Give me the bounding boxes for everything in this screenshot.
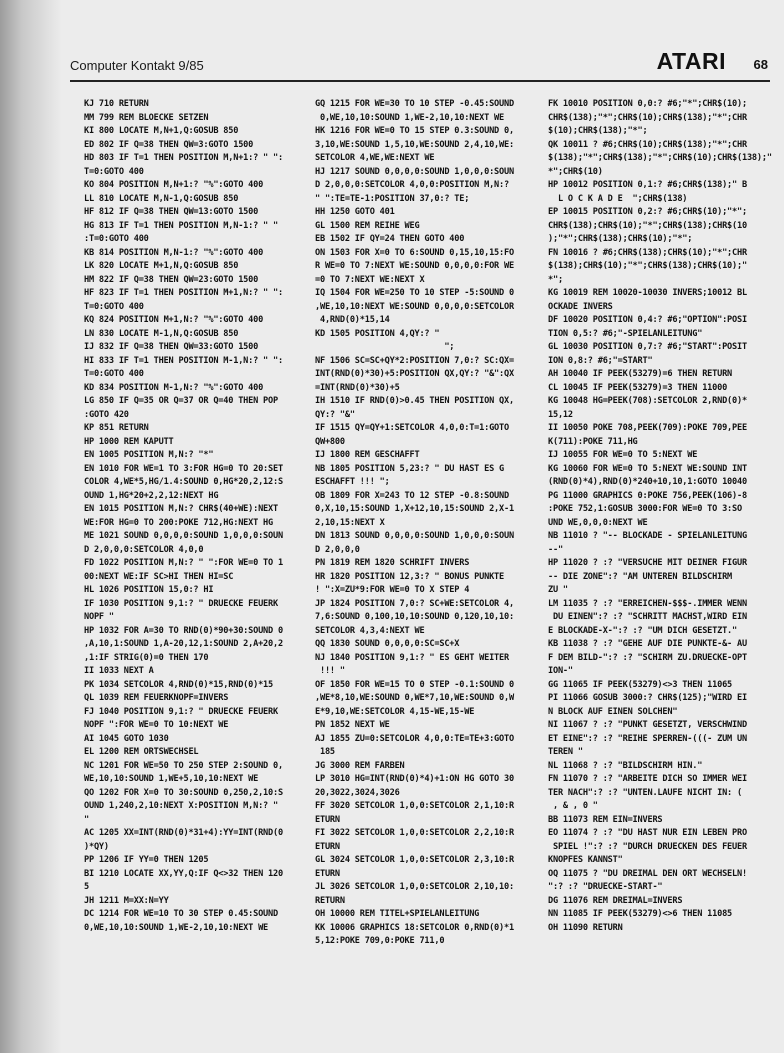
code-line: KD 1505 POSITION 4,QY:? " bbox=[315, 328, 440, 339]
code-line: KP 851 RETURN bbox=[84, 423, 149, 433]
code-line: QQ 1830 SOUND 0,0,0,0:SC=SC+X bbox=[315, 639, 460, 649]
code-line: EO 11074 ? :? "DU HAST NUR EIN LEBEN PRO bbox=[548, 828, 747, 838]
code-line: ETURN bbox=[315, 868, 340, 879]
code-line: HP 1000 REM KAPUTT bbox=[84, 436, 174, 447]
code-line: 7,6:SOUND 0,100,10,10:SOUND 0,120,10,10: bbox=[315, 612, 514, 622]
code-line: IQ 1504 FOR WE=250 TO 10 STEP -5:SOUND 0 bbox=[315, 288, 514, 298]
code-line: GQ 1215 FOR WE=30 TO 10 STEP -0.45:SOUND bbox=[315, 99, 514, 109]
code-line: SETCOLOR 4,3,4:NEXT WE bbox=[315, 625, 425, 636]
code-line: IJ 10055 FOR WE=0 TO 5:NEXT WE bbox=[548, 450, 698, 460]
code-line: *";CHR$(10) bbox=[548, 166, 603, 177]
code-line: N BLOCK AUF EINEN SOLCHEN" bbox=[548, 706, 678, 717]
code-line: T=0:GOTO 400 bbox=[84, 369, 144, 379]
code-line: AC 1205 XX=INT(RND(0)*31+4):YY=INT(RND(0 bbox=[84, 828, 283, 838]
code-line: 185 bbox=[315, 747, 335, 757]
code-line: KQ 824 POSITION M+1,N:? "%":GOTO 400 bbox=[84, 315, 264, 325]
code-line: NI 11067 ? :? "PUNKT GESETZT, VERSCHWIND bbox=[548, 720, 747, 730]
code-line: SETCOLOR 4,WE,WE:NEXT WE bbox=[315, 153, 435, 163]
code-line: KNOPFES KANNST" bbox=[548, 855, 623, 865]
atari-heading: ATARI bbox=[656, 48, 726, 74]
code-line: EN 1005 POSITION M,N:? "*" bbox=[84, 450, 214, 460]
code-line: EN 1010 FOR WE=1 TO 3:FOR HG=0 TO 20:SET bbox=[84, 463, 283, 474]
code-line: LL 810 LOCATE M,N-1,Q:GOSUB 850 bbox=[84, 193, 239, 204]
code-line: ION 0,8:? #6;"=START" bbox=[548, 355, 653, 366]
code-line: DF 10020 POSITION 0,4:? #6;"OPTION":POSI bbox=[548, 315, 747, 325]
code-line: NB 1805 POSITION 5,23:? " DU HAST ES G bbox=[315, 463, 505, 474]
code-line: FJ 1040 POSITION 9,1:? " DRUECKE FEUERK bbox=[84, 706, 278, 717]
code-line: EL 1200 REM ORTSWECHSEL bbox=[84, 747, 199, 757]
code-line: HG 813 IF T=1 THEN POSITION M,N-1:? " " bbox=[84, 220, 278, 231]
code-line: HK 1216 FOR WE=0 TO 15 STEP 0.3:SOUND 0, bbox=[315, 126, 514, 136]
code-line: NF 1506 SC=SC+QY*2:POSITION 7,0:? SC:QX= bbox=[315, 355, 514, 366]
code-line: =INT(RND(0)*30)+5 bbox=[315, 382, 400, 393]
code-line: ED 802 IF Q=38 THEN QW=3:GOTO 1500 bbox=[84, 139, 254, 150]
code-line: QO 1202 FOR X=0 TO 30:SOUND 0,250,2,10:S bbox=[84, 787, 283, 798]
code-line: OH 11090 RETURN bbox=[548, 922, 623, 933]
code-line: :T=0:GOTO 400 bbox=[84, 234, 149, 244]
code-line: OQ 11075 ? "DU DREIMAL DEN ORT WECHSELN! bbox=[548, 868, 747, 879]
code-line: NJ 1840 POSITION 9,1:? " ES GEHT WEITER bbox=[315, 652, 509, 663]
code-line: IF 1515 QY=QY+1:SETCOLOR 4,0,0:T=1:GOTO bbox=[315, 423, 509, 433]
code-line: $(138);"*";CHR$(138);"*";CHR$(10);CHR$(138);" bbox=[548, 153, 772, 163]
code-line: IF 1030 POSITION 9,1:? " DRUECKE FEUERK bbox=[84, 598, 278, 609]
code-line: ETURN bbox=[315, 814, 340, 825]
code-line: 00:NEXT WE:IF SC>HI THEN HI=SC bbox=[84, 571, 234, 582]
code-line: 4,RND(0)*15,14 bbox=[315, 315, 390, 325]
code-line: 5,12:POKE 709,0:POKE 711,0 bbox=[315, 936, 445, 946]
code-line: IH 1510 IF RND(0)>0.45 THEN POSITION QX, bbox=[315, 396, 514, 406]
code-line: OCKADE INVERS bbox=[548, 301, 613, 312]
code-line: KJ 710 RETURN bbox=[84, 99, 149, 109]
code-line: FN 10016 ? #6;CHR$(138);CHR$(10);"*";CHR bbox=[548, 247, 747, 258]
code-line: II 1033 NEXT A bbox=[84, 666, 154, 676]
code-line: II 10050 POKE 708,PEEK(709):POKE 709,PEE bbox=[548, 423, 747, 433]
code-line: AH 10040 IF PEEK(53279)=6 THEN RETURN bbox=[548, 369, 733, 379]
code-line: KG 10060 FOR WE=0 TO 5:NEXT WE:SOUND INT bbox=[548, 463, 747, 474]
code-line: K(711):POKE 711,HG bbox=[548, 436, 638, 447]
code-line: CL 10045 IF PEEK(53279)=3 THEN 11000 bbox=[548, 382, 728, 393]
code-line: EP 10015 POSITION 0,2:? #6;CHR$(10);"*"; bbox=[548, 207, 747, 217]
code-line: FK 10010 POSITION 0,0:? #6;"*";CHR$(10); bbox=[548, 99, 747, 109]
code-line: RETURN bbox=[315, 895, 345, 906]
code-line: CHR$(138);CHR$(10);"*";CHR$(138);CHR$(10 bbox=[548, 220, 747, 231]
code-line: ,WE*8,10,WE:SOUND 0,WE*7,10,WE:SOUND 0,W bbox=[315, 693, 514, 703]
code-line: NL 11068 ? :? "BILDSCHIRM HIN." bbox=[548, 760, 703, 771]
code-line: 20,3022,3024,3026 bbox=[315, 787, 400, 798]
code-line: IJ 1800 REM GESCHAFFT bbox=[315, 450, 420, 460]
code-line: "; bbox=[315, 342, 455, 352]
code-line: GL 10030 POSITION 0,7:? #6;"START":POSIT bbox=[548, 342, 747, 352]
code-line: FD 1022 POSITION M,N:? " ":FOR WE=0 TO 1 bbox=[84, 558, 283, 568]
code-line: DN 1813 SOUND 0,0,0,0:SOUND 1,0,0,0:SOUN bbox=[315, 531, 514, 541]
code-line: ,A,10,1:SOUND 1,A-20,12,1:SOUND 2,A+20,2 bbox=[84, 639, 283, 649]
code-line: 15,12 bbox=[548, 409, 573, 420]
code-line: AJ 1855 ZU=0:SETCOLOR 4,0,0:TE=TE+3:GOTO bbox=[315, 733, 514, 744]
code-line: LM 11035 ? :? "ERREICHEN-$$$-.IMMER WENN bbox=[548, 598, 747, 609]
code-line: IJ 832 IF Q=38 THEN QW=33:GOTO 1500 bbox=[84, 342, 259, 352]
code-line: ! ":X=ZU*9:FOR WE=0 TO X STEP 4 bbox=[315, 585, 470, 595]
code-line: EN 1015 POSITION M,N:? CHR$(40+WE):NEXT bbox=[84, 504, 278, 514]
code-line: -- DIE ZONE":? "AM UNTEREN BILDSCHIRM bbox=[548, 571, 733, 582]
listing-column-2 bbox=[315, 98, 540, 949]
code-line: $(138);CHR$(10);"*";CHR$(138);CHR$(10);" bbox=[548, 261, 747, 271]
code-line: ESCHAFFT !!! "; bbox=[315, 477, 390, 487]
code-line: UND WE,0,0,0:NEXT WE bbox=[548, 517, 648, 528]
code-line: E*9,10,WE:SETCOLOR 4,15-WE,15-WE bbox=[315, 706, 475, 717]
code-line: NOPF ":FOR WE=0 TO 10:NEXT WE bbox=[84, 720, 229, 730]
magazine-issue: Computer Kontakt 9/85 bbox=[70, 58, 204, 73]
code-line: KG 10048 HG=PEEK(708):SETCOLOR 2,RND(0)* bbox=[548, 396, 747, 406]
code-line: " ":TE=TE-1:POSITION 37,0:? TE; bbox=[315, 193, 470, 204]
code-line: !!! " bbox=[315, 666, 345, 676]
code-line: CHR$(138);"*";CHR$(10);CHR$(138);"*";CHR bbox=[548, 112, 747, 123]
code-line: PP 1206 IF YY=0 THEN 1205 bbox=[84, 855, 209, 865]
code-line: ION-" bbox=[548, 666, 573, 676]
code-line: EB 1502 IF QY=24 THEN GOTO 400 bbox=[315, 234, 465, 244]
code-line: ON 1503 FOR X=0 TO 6:SOUND 0,15,10,15:FO bbox=[315, 247, 514, 258]
code-line: F DEM BILD-":? :? "SCHIRM ZU.DRUECKE-OPT bbox=[548, 652, 747, 663]
page-header bbox=[70, 48, 770, 78]
code-line: HD 803 IF T=1 THEN POSITION M,N+1:? " ": bbox=[84, 153, 283, 163]
code-line: JH 1211 M=XX:N=YY bbox=[84, 895, 169, 906]
code-line: BB 11073 REM EIN=INVERS bbox=[548, 814, 663, 825]
code-line: HF 812 IF Q=38 THEN QW=13:GOTO 1500 bbox=[84, 207, 259, 217]
code-line: KD 834 POSITION M-1,N:? "%":GOTO 400 bbox=[84, 382, 264, 393]
code-line: D 2,0,0,0:SETCOLOR 4,0,0:POSITION M,N:? bbox=[315, 180, 509, 190]
code-line: *"; bbox=[548, 274, 563, 285]
page-binding-shadow bbox=[0, 0, 62, 1053]
code-line: FF 3020 SETCOLOR 1,0,0:SETCOLOR 2,1,10:R bbox=[315, 801, 514, 811]
code-line: --" bbox=[548, 544, 563, 555]
code-line: TEREN " bbox=[548, 747, 583, 757]
code-line: KK 10006 GRAPHICS 18:SETCOLOR 0,RND(0)*1 bbox=[315, 922, 514, 933]
code-line: :GOTO 420 bbox=[84, 409, 129, 420]
code-line: D 2,0,0,0 bbox=[315, 544, 360, 555]
code-line: QY:? "&" bbox=[315, 409, 355, 420]
code-line: L O C K A D E ";CHR$(138) bbox=[548, 193, 688, 204]
code-line: NOPF " bbox=[84, 612, 114, 622]
code-line: JL 3026 SETCOLOR 1,0,0:SETCOLOR 2,10,10: bbox=[315, 882, 514, 892]
code-line: );"*";CHR$(138);CHR$(10);"*"; bbox=[548, 234, 693, 244]
code-line: FN 11070 ? :? "ARBEITE DICH SO IMMER WEI bbox=[548, 774, 747, 784]
code-line: OB 1809 FOR X=243 TO 12 STEP -0.8:SOUND bbox=[315, 490, 509, 501]
code-line: HL 1026 POSITION 15,0:? HI bbox=[84, 585, 214, 595]
code-line: OUND 1,HG*20+2,2,12:NEXT HG bbox=[84, 490, 219, 501]
code-line: HF 823 IF T=1 THEN POSITION M+1,N:? " ": bbox=[84, 288, 283, 298]
header-rule bbox=[70, 80, 770, 82]
code-line: (RND(0)*4),RND(0)*240+10,10,1:GOTO 10040 bbox=[548, 477, 747, 487]
code-line: ETURN bbox=[315, 841, 340, 852]
code-line: KG 10019 REM 10020-10030 INVERS;10012 BL bbox=[548, 288, 747, 298]
code-line: MM 799 REM BLOECKE SETZEN bbox=[84, 112, 209, 123]
code-line: T=0:GOTO 400 bbox=[84, 166, 144, 177]
code-line: WE,10,10:SOUND 1,WE+5,10,10:NEXT WE bbox=[84, 774, 259, 784]
code-line: " bbox=[84, 814, 89, 825]
code-line: PI 11066 GOSUB 3000:? CHR$(125);"WIRD EI bbox=[548, 693, 747, 703]
code-line: QL 1039 REM FEUERKNOPF=INVERS bbox=[84, 693, 229, 703]
listing-column-3 bbox=[548, 98, 774, 935]
code-line: KB 814 POSITION M,N-1:? "%":GOTO 400 bbox=[84, 247, 264, 258]
code-line: DC 1214 FOR WE=10 TO 30 STEP 0.45:SOUND bbox=[84, 909, 278, 919]
code-line: ZU " bbox=[548, 585, 568, 595]
code-line: 0,WE,10,10:SOUND 1,WE-2,10,10:NEXT WE bbox=[84, 922, 269, 933]
code-line: TION 0,5:? #6;"-SPIELANLEITUNG" bbox=[548, 328, 703, 339]
code-line: JG 3000 REM FARBEN bbox=[315, 760, 405, 771]
code-line: HP 1032 FOR A=30 TO RND(0)*90+30:SOUND 0 bbox=[84, 625, 283, 636]
code-line: ":? :? "DRUECKE-START-" bbox=[548, 882, 663, 892]
code-line: $(10);CHR$(138);"*"; bbox=[548, 126, 648, 136]
code-line: KO 804 POSITION M,N+1:? "%":GOTO 400 bbox=[84, 180, 264, 190]
code-line: HJ 1217 SOUND 0,0,0,0:SOUND 1,0,0,0:SOUN bbox=[315, 166, 514, 177]
code-line: HI 833 IF T=1 THEN POSITION M-1,N:? " ": bbox=[84, 355, 283, 366]
code-line: PN 1819 REM 1820 SCHRIFT INVERS bbox=[315, 558, 470, 568]
code-line: PK 1034 SETCOLOR 4,RND(0)*15,RND(0)*15 bbox=[84, 679, 274, 690]
code-line: SPIEL !":? :? "DURCH DRUECKEN DES FEUER bbox=[548, 841, 747, 852]
code-line: 3,10,WE:SOUND 1,5,10,WE:SOUND 2,4,10,WE: bbox=[315, 139, 514, 150]
code-line: GL 1500 REM REIHE WEG bbox=[315, 220, 420, 231]
code-line: GG 11065 IF PEEK(53279)<>3 THEN 11065 bbox=[548, 679, 733, 690]
code-line: QW+800 bbox=[315, 436, 345, 447]
code-line: LN 830 LOCATE M-1,N,Q:GOSUB 850 bbox=[84, 328, 239, 339]
code-line: LK 820 LOCATE M+1,N,Q:GOSUB 850 bbox=[84, 261, 239, 271]
code-line: NN 11085 IF PEEK(53279)<>6 THEN 11085 bbox=[548, 909, 733, 919]
code-line: ,1:IF STRIG(0)=0 THEN 170 bbox=[84, 652, 209, 663]
code-line: QK 10011 ? #6;CHR$(10);CHR$(138);"*";CHR bbox=[548, 139, 747, 150]
listing-column-1 bbox=[84, 98, 308, 935]
code-line: ME 1021 SOUND 0,0,0,0:SOUND 1,0,0,0:SOUN bbox=[84, 531, 283, 541]
code-line: WE:FOR HG=0 TO 200:POKE 712,HG:NEXT HG bbox=[84, 517, 274, 528]
code-line: 0,X,10,15:SOUND 1,X+12,10,15:SOUND 2,X-1 bbox=[315, 504, 514, 514]
code-line: :POKE 752,1:GOSUB 3000:FOR WE=0 TO 3:SO bbox=[548, 504, 742, 514]
code-line: )*QY) bbox=[84, 841, 109, 852]
code-line: NB 11010 ? "-- BLOCKADE - SPIELANLEITUNG bbox=[548, 531, 747, 541]
code-line: 5 bbox=[84, 882, 89, 892]
code-line: PN 1852 NEXT WE bbox=[315, 720, 390, 730]
code-line: HP 11020 ? :? "VERSUCHE MIT DEINER FIGUR bbox=[548, 558, 747, 568]
code-line: 2,10,15:NEXT X bbox=[315, 517, 385, 528]
code-line: R WE=0 TO 7:NEXT WE:SOUND 0,0,0,0:FOR WE bbox=[315, 261, 514, 271]
code-line: E BLOCKADE-X-":? :? "UM DICH GESETZT." bbox=[548, 625, 738, 636]
code-line: PG 11000 GRAPHICS 0:POKE 756,PEEK(106)-8 bbox=[548, 490, 747, 501]
code-line: T=0:GOTO 400 bbox=[84, 301, 144, 312]
code-line: INT(RND(0)*30)+5:POSITION QX,QY:? "&":QX bbox=[315, 369, 514, 379]
code-line: OUND 1,240,2,10:NEXT X:POSITION M,N:? " bbox=[84, 801, 278, 811]
code-line: NC 1201 FOR WE=50 TO 250 STEP 2:SOUND 0, bbox=[84, 760, 283, 771]
code-line: TER NACH":? :? "UNTEN.LAUFE NICHT IN: ( bbox=[548, 787, 742, 798]
code-line: LP 3010 HG=INT(RND(0)*4)+1:ON HG GOTO 30 bbox=[315, 774, 514, 784]
code-line: HP 10012 POSITION 0,1:? #6;CHR$(138);" B bbox=[548, 180, 747, 190]
code-line: ET EINE":? :? "REIHE SPERREN-(((- ZUM UN bbox=[548, 733, 747, 744]
code-line: LG 850 IF Q=35 OR Q=37 OR Q=40 THEN POP bbox=[84, 396, 278, 406]
code-line: HH 1250 GOTO 401 bbox=[315, 207, 395, 217]
code-line: KI 800 LOCATE M,N+1,Q:GOSUB 850 bbox=[84, 126, 239, 136]
code-line: OH 10000 REM TITEL+SPIELANLEITUNG bbox=[315, 909, 480, 919]
code-line: OF 1850 FOR WE=15 TO 0 STEP -0.1:SOUND 0 bbox=[315, 679, 514, 690]
code-line: HR 1820 POSITION 12,3:? " BONUS PUNKTE bbox=[315, 571, 505, 582]
code-line: HM 822 IF Q=38 THEN QW=23:GOTO 1500 bbox=[84, 274, 259, 285]
code-line: ,WE,10,10:NEXT WE:SOUND 0,0,0,0:SETCOLOR bbox=[315, 301, 514, 312]
code-line: GL 3024 SETCOLOR 1,0,0:SETCOLOR 2,3,10:R bbox=[315, 855, 514, 865]
code-line: 0,WE,10,10:SOUND 1,WE-2,10,10:NEXT WE bbox=[315, 112, 505, 123]
code-line: =0 TO 7:NEXT WE:NEXT X bbox=[315, 274, 425, 285]
code-line: , & , 0 " bbox=[548, 801, 598, 811]
code-line: KB 11038 ? :? "GEHE AUF DIE PUNKTE-&- AU bbox=[548, 639, 747, 649]
code-line: AI 1045 GOTO 1030 bbox=[84, 733, 169, 744]
code-line: JP 1824 POSITION 7,0:? SC+WE:SETCOLOR 4, bbox=[315, 598, 514, 609]
page-number: 68 bbox=[753, 57, 768, 72]
code-line: BI 1210 LOCATE XX,YY,Q:IF Q<>32 THEN 120 bbox=[84, 868, 283, 879]
code-line: FI 3022 SETCOLOR 1,0,0:SETCOLOR 2,2,10:R bbox=[315, 828, 514, 838]
code-line: DG 11076 REM DREIMAL=INVERS bbox=[548, 895, 683, 906]
code-line: COLOR 4,WE*5,HG/1.4:SOUND 0,HG*20,2,12:S bbox=[84, 477, 283, 487]
code-line: DU EINEN":? :? "SCHRITT MACHST,WIRD EIN bbox=[548, 612, 747, 622]
code-line: D 2,0,0,0:SETCOLOR 4,0,0 bbox=[84, 544, 204, 555]
